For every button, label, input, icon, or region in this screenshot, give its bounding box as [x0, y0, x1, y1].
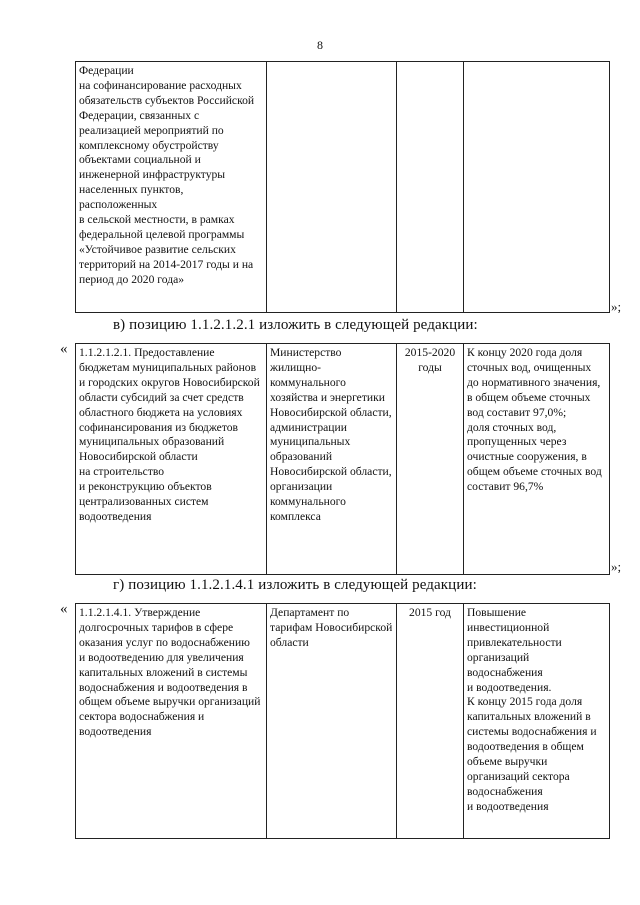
cell-period: 2015 год: [397, 604, 464, 839]
instruction-v: в) позицию 1.1.2.1.2.1 изложить в следующей редакции:: [113, 317, 478, 333]
table-amendment-g: [75, 603, 610, 839]
cell-period: 2015-2020 годы: [397, 344, 464, 575]
cell-result: Повышение инвестиционной привлекательности организаций водоснабжения и водоотведения. К концу 2015 года доля капитальных вложений в системы водоснабжения и водоотведения в общем объеме выручки организаций сектора водоснабжения и водоотведения: [464, 604, 610, 839]
cell-measure: 1.1.2.1.4.1. Утверждение долгосрочных тарифов в сфере оказания услуг по водоснабжению и водоотведению для увеличения капитальных вложений в системы водоснабжения и водоотведения в общем объеме выручки организаций сектора водоснабжения и водоотведения: [76, 604, 267, 839]
page-number: 8: [317, 38, 323, 52]
instruction-g: г) позицию 1.1.2.1.4.1 изложить в следующей редакции:: [113, 577, 477, 593]
closing-quote: »;: [611, 559, 622, 574]
table-row: [76, 604, 610, 839]
cell-result: [464, 62, 610, 313]
cell-executor: [267, 62, 397, 313]
cell-executor: Министерство жилищно-коммунального хозяйства и энергетики Новосибирской области, администрации муниципальных образований Новосибирской области, организации коммунального комплекса: [267, 344, 397, 575]
opening-quote: «: [60, 341, 68, 357]
cell-measure: 1.1.2.1.2.1. Предоставление бюджетам муниципальных районов и городских округов Новосибирской области субсидий за счет средств областного бюджета на условиях софинансирования из бюджетов муниципальных образований Новосибирской области на строительство и реконструкцию объектов централизованных систем водоотведения: [76, 344, 267, 575]
cell-executor: Департамент по тарифам Новосибирской области: [267, 604, 397, 839]
cell-result: К концу 2020 года доля сточных вод, очищенных до нормативного значения, в общем объеме сточных вод составит 97,0%; доля сточных вод, пропущенных через очистные сооружения, в общем объеме сточных вод составит 96,7%: [464, 344, 610, 575]
cell-measure: Федерации на софинансирование расходных обязательств субъектов Российской Федерации, связанных с реализацией мероприятий по комплексному обустройству объектами социальной и инженерной инфраструктуры населенных пунктов, расположенных в сельской местности, в рамках федеральной целевой программы «Устойчивое развитие сельских территорий на 2014-2017 годы и на период до 2020 года»: [76, 62, 267, 313]
table-row: [76, 62, 610, 313]
table-continuation: [75, 61, 610, 313]
table-row: [76, 344, 610, 575]
closing-quote: »;: [611, 299, 622, 314]
opening-quote: «: [60, 601, 68, 617]
table-amendment-v: [75, 343, 610, 575]
cell-period: [397, 62, 464, 313]
